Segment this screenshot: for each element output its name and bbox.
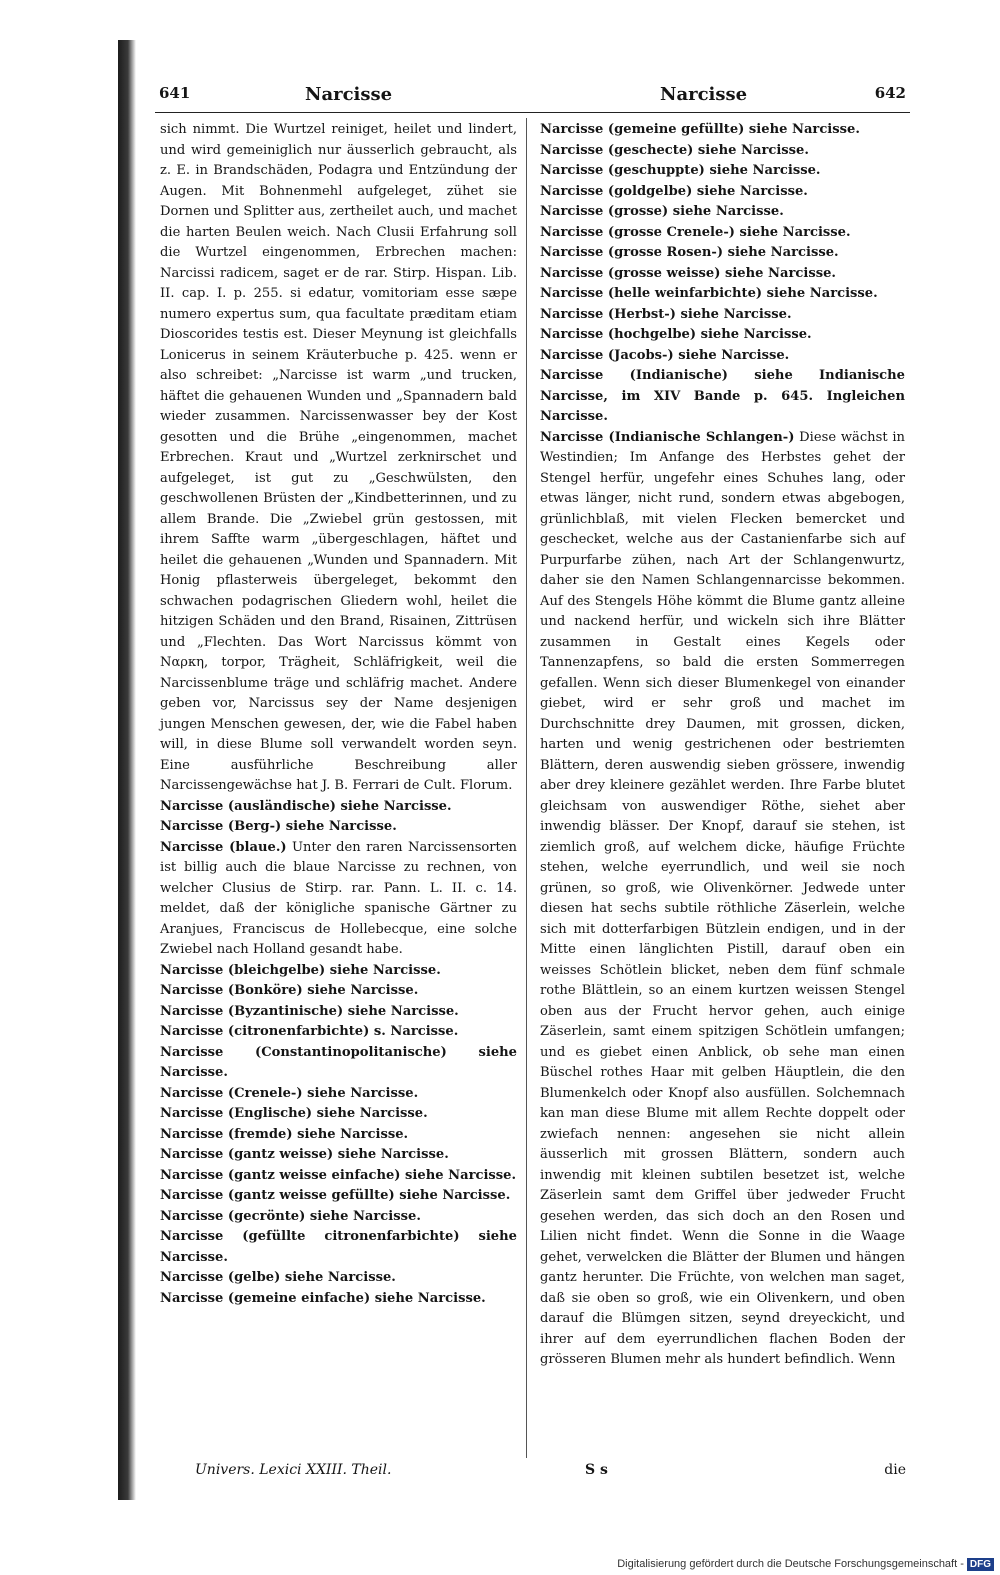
catchword: die xyxy=(884,1462,906,1478)
signature-mark: S s xyxy=(585,1462,608,1478)
entry-auslaendische: Narcisse (ausländische) siehe Narcisse. xyxy=(160,798,452,814)
entry-gelbe: Narcisse (gelbe) siehe Narcisse. xyxy=(160,1270,396,1285)
entry-gantz-weisse-einfache: Narcisse (gantz weisse einfache) siehe Narcisse. xyxy=(160,1167,517,1183)
page-number-left: 641 xyxy=(159,84,191,102)
entry-helle-weinfarbichte: Narcisse (helle weinfarbichte) siehe Narcisse. xyxy=(540,286,878,301)
entry-bleichgelbe: Narcisse (bleichgelbe) siehe Narcisse. xyxy=(160,962,441,978)
credit-text: Digitalisierung gefördert durch die Deutsche Forschungsgemeinschaft - xyxy=(617,1558,964,1570)
entry-bonkoere: Narcisse (Bonköre) siehe Narcisse. xyxy=(160,983,419,998)
entry-geschuppte: Narcisse (geschuppte) siehe Narcisse. xyxy=(540,163,821,178)
entry-berg: Narcisse (Berg-) siehe Narcisse. xyxy=(160,819,397,834)
headword-right: Narcisse xyxy=(660,84,748,105)
entry-indianische: Narcisse (Indianische) siehe Indianische Narcisse, im XIV Bande p. 645. Ingleichen Narcisse. xyxy=(540,368,905,424)
binding-edge xyxy=(118,40,136,1500)
entry-crenele: Narcisse (Crenele-) siehe Narcisse. xyxy=(160,1085,419,1101)
entry-gemeine-gefuellte: Narcisse (gemeine gefüllte) siehe Narcisse. xyxy=(540,122,860,137)
dfg-logo-badge: DFG xyxy=(967,1558,994,1571)
entry-schlangen-head: Narcisse (Indianische Schlangen-) xyxy=(540,429,795,445)
entry-byzantinische: Narcisse (Byzantinische) siehe Narcisse. xyxy=(160,1003,459,1019)
entry-gefuellte-citronenfarbichte: Narcisse (gefüllte citronenfarbichte) siehe Narcisse. xyxy=(160,1229,517,1265)
entry-grosse-weisse: Narcisse (grosse weisse) siehe Narcisse. xyxy=(540,265,836,281)
column-divider xyxy=(526,118,527,1458)
entry-citronenfarbichte: Narcisse (citronenfarbichte) s. Narcisse. xyxy=(160,1024,459,1039)
running-header xyxy=(155,84,910,112)
entry-gantz-weisse-gefuellte: Narcisse (gantz weisse gefüllte) siehe Narcisse. xyxy=(160,1188,511,1203)
entry-fremde: Narcisse (fremde) siehe Narcisse. xyxy=(160,1126,409,1142)
footer-title: Univers. Lexici XXIII. Theil. xyxy=(195,1462,392,1478)
entry-schlangen-text: Diese wächst in Westindien; Im Anfange des Herbstes gehet der Stengel herfür, ungefehr eines Schuhes lang, oder etwas länger, nicht rund, sondern etwas abgebogen, grünlichblaß, mit vielen Flecken bemercket und geschecket, welche aus der Castanienfarbe sich auf Purpurfarbe zühen, nach Art der Schlangenwurtz, daher sie den Namen Schlangennarcisse bekommen. Auf des Stengels Höhe kömmt die Blume gantz alleine und nackend herfür, und wickeln sich ihre Blätter zusammen in Gestalt eines Kegels oder Tannenzapfens, so bald die ersten Sommerregen gefallen. Wenn sich dieser Blumenkegel von einander giebet, wird er sehr groß und machet im Durchschnitte drey Daumen, mit grossen, dicken, harten und wenig gestrichenen oder bestriemten Blättern, deren auswendig sieben grössere, inwendig aber drey kleinere gezählet werden. Ihre Farbe blutet gleichsam von auswendiger Röthe, siehet aber inwendig blässer. Der Knopf, darauf sie stehen, ist ziemlich groß, auf welchem dicke, häufige Früchte stehen, welche eyerrundlich, und weil sie noch grünen, so groß, wie Olivenkörner. Jedwede unter diesen hat sechs subtile röthliche Zäserlein, welche sich mit dotterfarbigen Bützlein endigen, und in der Mitte einen länglichten Pistill, darauf oben ein weisses Schötlein blicket, neben dem fünf schmale rothe Blättlein, so an einem kurtzen weissen Stengel oben aus der Frucht hervor gehen, auch einige Zäserlein, samt einem spitzigen Schötlein umfangen; und es giebet einen Anblick, ob sehe man einen Büschel rothes Haar mit gelben Häuptlein, die den Blumenkelch oder Knopf also ausfüllen. Solchemnach kan man diese Blume mit allem Rechte doppelt oder zwiefach nennen: angesehen sie nicht allein äusserlich mit grossen Blättern, sondern auch inwendig mit kleinen subtilen besetzet ist, welche Zäserlein samt dem Griffel über jedweder Frucht gesehen werden, das sich doch an den Rosen und Lilien nicht findet. Wenn die Sonne in die Waage gehet, verwelcken die Blätter der Blumen und hängen gantz herunter. Die Früchte, von welchen man saget, daß sie oben so groß, wie ein Olivenkern, und oben darauf die Blümgen sitzen, seynd dreyeckicht, und ihrer auf dem eyerrundlichen flachen Boden der grösseren Blumen mehr als hundert befindlich. Wenn xyxy=(540,429,905,1367)
digitization-credit xyxy=(617,1558,994,1571)
paragraph-wurtzel: sich nimmt. Die Wurtzel reiniget, heilet und lindert, und wird gemeiniglich nur äusserlich gebraucht, als z. E. in Brandschäden, Podagra und Entzündung der Augen. Mit Bohnenmehl aufgeleget, zühet sie Dornen und Splitter aus, zertheilet auch, und machet die harten Beulen weich. Nach Clusii Erfahrung soll die Wurtzel eingenommen, Erbrechen machen: Narcissi radicem, saget er de rar. Stirp. Hispan. Lib. II. cap. I. p. 255. si edatur, vomitoriam esse sæpe numero expertus sum, qua facultate præditam etiam Dioscorides testis est. Dieser Meynung ist gleichfalls Lonicerus in seinem Kräuterbuche p. 425. wenn er also schreibet: „Narcisse ist warm „und trucken, häftet die gehauenen Wunden und „Spannadern bald wieder zusammen. Narcissenwasser bey der Kost gesotten und die Brühe „eingenommen, machet Erbrechen. Kraut und „Wurtzel zerknirschet und aufgeleget, ist gut zu „Geschwülsten, den geschwollenen Brüsten der „Kindbetterinnen, und zu allem Brande. Die „Zwiebel grün gestossen, mit ihrem Saffte warm „übergeschlagen, häftet und heilet die gehauenen „Wunden und Spannadern. Mit Honig pflasterweis übergeleget, bekommt den schwachen podagrischen Gliedern wohl, heilet die hitzigen Schäden und den Brand, Risainen, Zittrüsen und „Flechten. Das Wort Narcissus kömmt von Ναρκη, torpor, Trägheit, Schläfrigkeit, weil die Narcissenblume träge und schläfrig machet. Andere geben vor, Narcissus sey der Name desjenigen jungen Menschen gewesen, der, wie die Fabel haben will, in diese Blume soll verwandelt worden seyn. Eine ausführliche Beschreibung aller Narcissengewächse hat J. B. Ferrari de Cult. Florum. xyxy=(160,122,517,793)
entry-gemeine-einfache: Narcisse (gemeine einfache) siehe Narcisse. xyxy=(160,1290,486,1306)
entry-constantinopolitanische: Narcisse (Constantinopolitanische) siehe Narcisse. xyxy=(160,1044,517,1080)
entry-grosse: Narcisse (grosse) siehe Narcisse. xyxy=(540,204,784,219)
entry-jacobs: Narcisse (Jacobs-) siehe Narcisse. xyxy=(540,347,790,363)
entry-blaue-head: Narcisse (blaue.) xyxy=(160,839,287,855)
entry-herbst: Narcisse (Herbst-) siehe Narcisse. xyxy=(540,306,792,322)
entry-englische: Narcisse (Englische) siehe Narcisse. xyxy=(160,1106,428,1121)
entry-indianische-schlangen xyxy=(540,428,905,1371)
page-number-right: 642 xyxy=(874,84,906,102)
entry-gecroente: Narcisse (gecrönte) siehe Narcisse. xyxy=(160,1208,421,1224)
header-rule xyxy=(155,112,910,113)
page-footer xyxy=(155,1462,910,1486)
entry-goldgelbe: Narcisse (goldgelbe) siehe Narcisse. xyxy=(540,183,808,199)
entry-grosse-crenele: Narcisse (grosse Crenele-) siehe Narcisse. xyxy=(540,224,851,240)
entry-geschecte: Narcisse (geschecte) siehe Narcisse. xyxy=(540,142,809,158)
entry-grosse-rosen: Narcisse (grosse Rosen-) siehe Narcisse. xyxy=(540,245,839,260)
right-column xyxy=(540,120,905,1371)
entry-gantz-weisse: Narcisse (gantz weisse) siehe Narcisse. xyxy=(160,1147,449,1162)
entry-blaue-text: Unter den raren Narcissensorten ist billig auch die blaue Narcisse zu rechnen, von welcher Clusius de Stirp. rar. Pann. L. II. c. 14. meldet, daß der königliche spanische Gärtner zu Aranjues, Franciscus de Hollebecque, eine solche Zwiebel nach Holland gesandt habe. xyxy=(160,839,517,957)
entry-hochgelbe: Narcisse (hochgelbe) siehe Narcisse. xyxy=(540,327,812,342)
headword-left: Narcisse xyxy=(305,84,393,105)
left-column xyxy=(160,120,517,1309)
entry-blaue xyxy=(160,838,517,961)
